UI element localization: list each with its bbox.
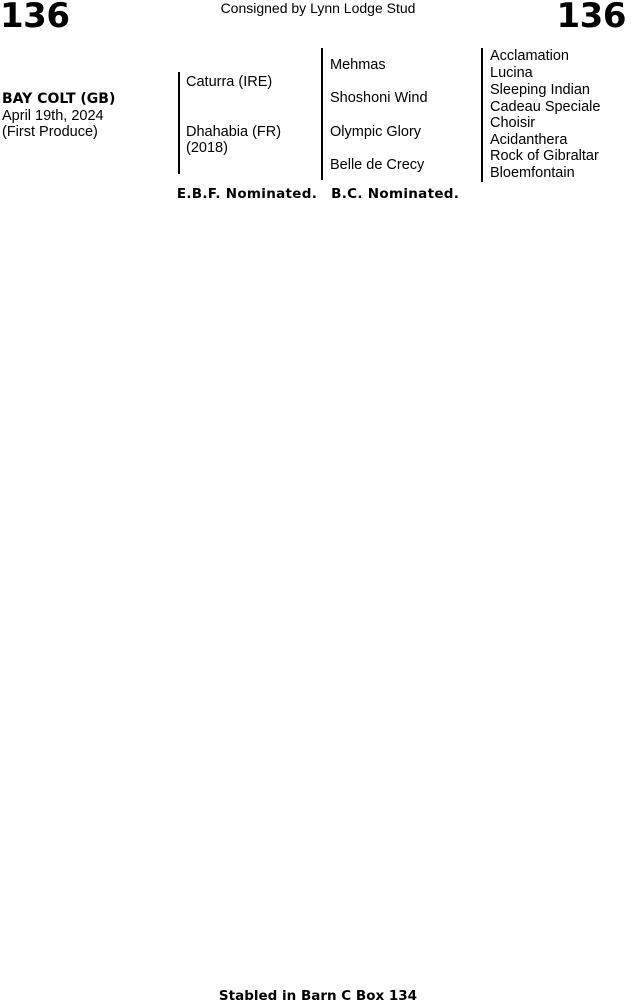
stabling-footer: Stabled in Barn C Box 134 — [218, 988, 418, 1004]
horse-title: BAY COLT (GB) — [2, 91, 116, 107]
ebf-nomination: E.B.F. Nominated. — [176, 186, 318, 202]
horse-foaled: April 19th, 2024 — [2, 108, 104, 124]
pedigree-dam-sire: Olympic Glory — [330, 124, 422, 140]
nominations — [0, 186, 636, 202]
bc-nomination: B.C. Nominated. — [331, 186, 460, 202]
pedigree-gen3-3: Sleeping Indian — [490, 82, 590, 98]
pedigree-dam-year: (2018) — [186, 140, 228, 156]
pedigree-gen3-6: Acidanthera — [490, 132, 568, 148]
pedigree-dam-dam: Belle de Crecy — [330, 157, 425, 173]
pedigree-gen3-7: Rock of Gibraltar — [490, 148, 599, 164]
lot-number-left: 136 — [0, 0, 70, 36]
pedigree-gen3-2: Lucina — [490, 65, 533, 81]
pedigree-line-2 — [321, 48, 323, 180]
pedigree-gen3-8: Bloemfontain — [490, 165, 575, 181]
pedigree-sire-dam: Shoshoni Wind — [330, 90, 428, 106]
pedigree-gen3-4: Cadeau Speciale — [490, 99, 601, 115]
pedigree-sire: Caturra (IRE) — [186, 74, 273, 90]
consignor: Consigned by Lynn Lodge Stud — [220, 0, 416, 16]
pedigree-line-1 — [178, 72, 180, 174]
pedigree-dam: Dhahabia (FR) — [186, 124, 282, 140]
pedigree-line-3 — [481, 48, 483, 182]
lot-number-right: 136 — [556, 0, 626, 36]
pedigree-gen3-1: Acclamation — [490, 48, 569, 64]
horse-note: (First Produce) — [2, 124, 98, 140]
pedigree-sire-sire: Mehmas — [330, 57, 386, 73]
pedigree-gen3-5: Choisir — [490, 115, 536, 131]
